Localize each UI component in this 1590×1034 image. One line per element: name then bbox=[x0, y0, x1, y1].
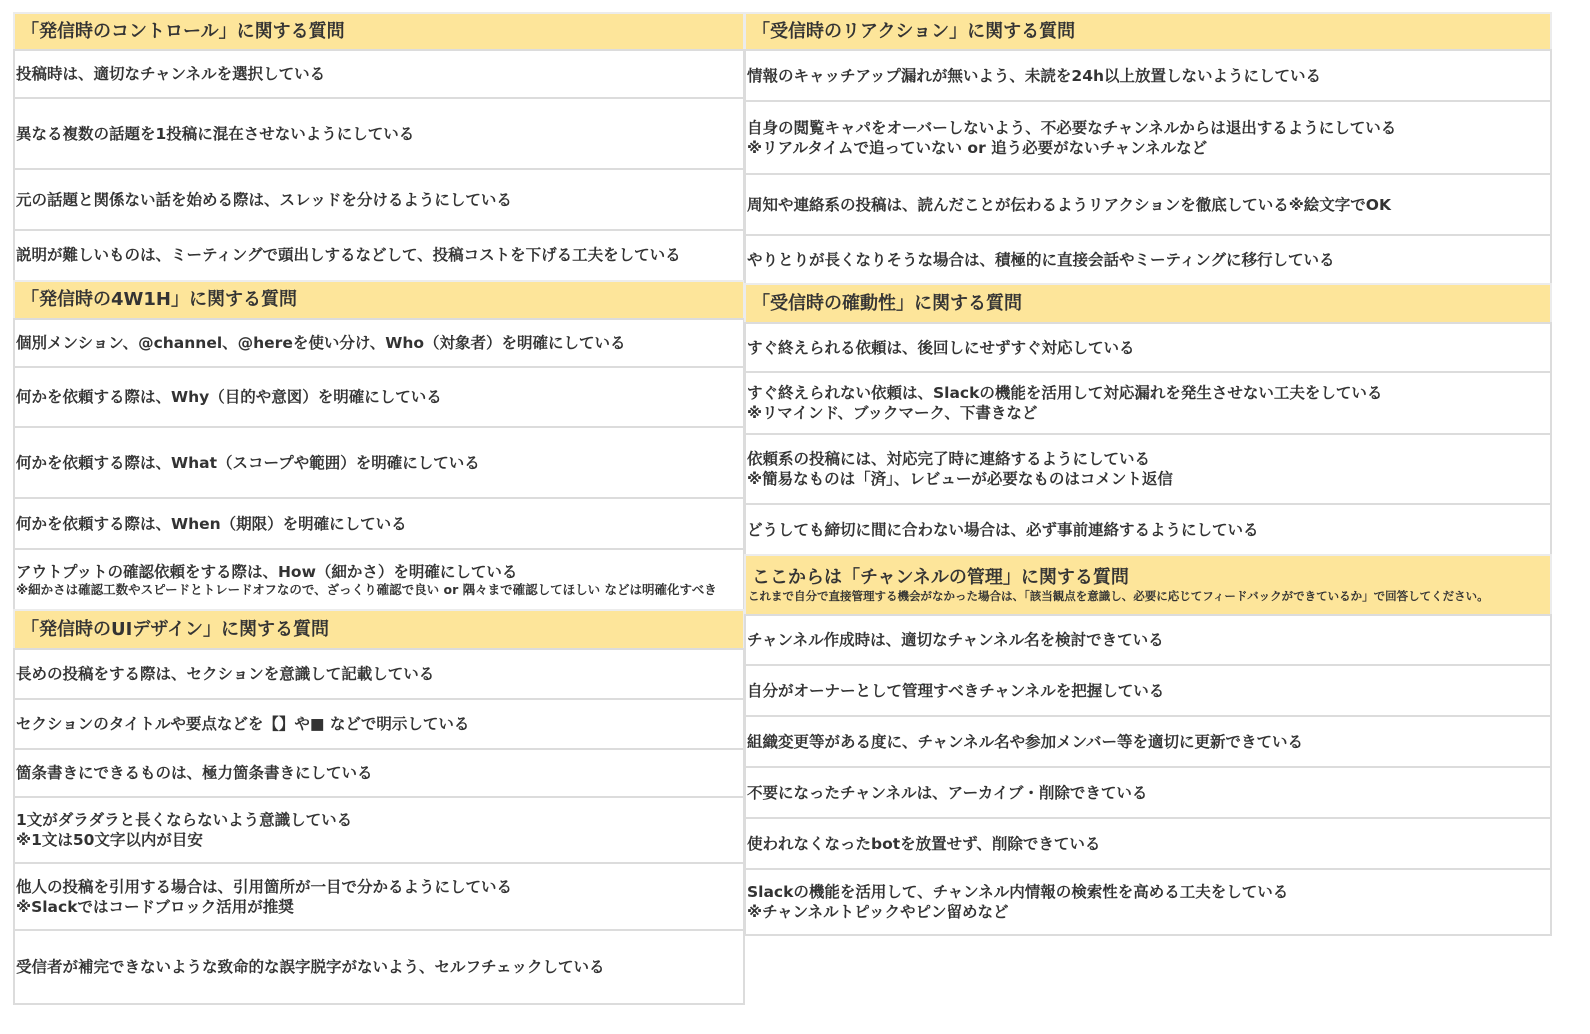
question-text: どうしても締切に間に合わない場合は、必ず事前連絡するようにしている bbox=[747, 520, 1259, 539]
section-title: 「発信時のコントロール」に関する質問 bbox=[21, 20, 345, 42]
question-row bbox=[13, 366, 745, 428]
question-text: すぐ終えられる依頼は、後回しにせずすぐ対応している bbox=[747, 338, 1135, 357]
question-row bbox=[13, 229, 745, 282]
question-row bbox=[744, 614, 1552, 666]
section-title: 「受信時のリアクション」に関する質問 bbox=[752, 20, 1076, 42]
question-row bbox=[13, 648, 745, 700]
question-text: 箇条書きにできるものは、極力箇条書きにしている bbox=[16, 764, 373, 782]
question-text: 投稿時は、適切なチャンネルを選択している bbox=[16, 65, 326, 83]
question-row bbox=[13, 426, 745, 499]
question-row bbox=[744, 173, 1552, 236]
question-row bbox=[13, 318, 745, 368]
question-row bbox=[744, 100, 1552, 175]
question-text: 使われなくなったbotを放置せず、削除できている bbox=[747, 834, 1101, 853]
question-row bbox=[13, 548, 745, 611]
question-text: やりとりが長くなりそうな場合は、積極的に直接会話やミーティングに移行している bbox=[747, 250, 1335, 269]
question-text: 何かを依頼する際は、Why（目的や意図）を明確にしている bbox=[16, 388, 442, 406]
section-title: 「受信時の確動性」に関する質問 bbox=[752, 292, 1022, 314]
question-row bbox=[13, 796, 745, 864]
question-text: Slackの機能を活用して、チャンネル内情報の検索性を高める工夫をしている bbox=[747, 883, 1289, 901]
question-row bbox=[13, 862, 745, 931]
question-note: ※細かさは確認工数やスピードとトレードオフなので、ざっくり確認で良い or 隅々まで確認してほしい などは明確化すべき bbox=[16, 581, 717, 597]
question-row bbox=[13, 49, 745, 99]
question-text: 何かを依頼する際は、When（期限）を明確にしている bbox=[16, 514, 407, 533]
question-row bbox=[744, 322, 1552, 373]
question-note: ※リマインド、ブックマーク、下書きなど bbox=[747, 404, 1038, 422]
question-text: 不要になったチャンネルは、アーカイブ・削除できている bbox=[747, 783, 1148, 802]
right-column bbox=[744, 12, 1552, 936]
section-header-certainty bbox=[744, 283, 1552, 324]
section-title: 「発信時の4W1H」に関する質問 bbox=[21, 289, 297, 310]
question-note: ※チャンネルトピックやピン留めなど bbox=[747, 903, 1009, 921]
question-text: 元の話題と関係ない話を始める際は、スレッドを分けるようにしている bbox=[16, 190, 512, 209]
question-row bbox=[744, 715, 1552, 768]
question-row bbox=[744, 817, 1552, 870]
section-header-channel bbox=[744, 554, 1552, 616]
question-text: 個別メンション、@channel、@hereを使い分け、Who（対象者）を明確にしている bbox=[16, 334, 626, 352]
question-text: すぐ終えられない依頼は、Slackの機能を活用して対応漏れを発生させない工夫をしている bbox=[747, 384, 1383, 402]
section-header-ui bbox=[13, 609, 745, 650]
question-note: ※Slackではコードブロック活用が推奨 bbox=[16, 897, 294, 916]
question-text: セクションのタイトルや要点などを【】や■ などで明示している bbox=[16, 715, 470, 733]
question-text: 1文がダラダラと長くならないよう意識している bbox=[16, 811, 353, 829]
question-text: チャンネル作成時は、適切なチャンネル名を検討できている bbox=[747, 631, 1164, 649]
question-text: 依頼系の投稿には、対応完了時に連絡するようにしている bbox=[747, 450, 1151, 468]
question-row bbox=[13, 497, 745, 550]
question-row bbox=[744, 868, 1552, 936]
question-row bbox=[744, 503, 1552, 556]
question-row bbox=[13, 97, 745, 170]
question-row bbox=[744, 49, 1552, 102]
section-header-control bbox=[13, 12, 745, 51]
question-row bbox=[744, 766, 1552, 819]
question-text: 組織変更等がある度に、チャンネル名や参加メンバー等を適切に更新できている bbox=[747, 732, 1303, 751]
section-subtitle: これまで自分で直接管理する機会がなかった場合は、「該当観点を意識し、必要に応じてフィードバックができているか」で回答してください。 bbox=[748, 589, 1489, 603]
question-text: 自分がオーナーとして管理すべきチャンネルを把握している bbox=[747, 681, 1165, 700]
question-row bbox=[744, 433, 1552, 505]
question-text: 周知や連絡系の投稿は、読んだことが伝わるようリアクションを徹底している※絵文字でOK bbox=[747, 195, 1391, 214]
section-header-reaction bbox=[744, 12, 1552, 51]
question-row bbox=[13, 748, 745, 798]
section-title: 「発信時のUIデザイン」に関する質問 bbox=[21, 618, 330, 640]
question-row bbox=[13, 929, 745, 1005]
section-title: ここからは「チャンネルの管理」に関する質問 bbox=[752, 567, 1129, 588]
section-header-4w1h bbox=[13, 280, 745, 320]
question-text: 自身の閲覧キャパをオーバーしないよう、不必要なチャンネルからは退出するようにしている bbox=[747, 118, 1397, 137]
question-text: 情報のキャッチアップ漏れが無いよう、未読を24h以上放置しないようにしている bbox=[747, 66, 1322, 85]
question-row bbox=[744, 234, 1552, 285]
question-text: 他人の投稿を引用する場合は、引用箇所が一目で分かるようにしている bbox=[16, 877, 513, 896]
question-text: 説明が難しいものは、ミーティングで頭出しするなどして、投稿コストを下げる工夫をしている bbox=[16, 246, 681, 264]
left-column bbox=[13, 12, 745, 1005]
question-text: 受信者が補完できないような致命的な誤字脱字がないよう、セルフチェックしている bbox=[16, 958, 605, 976]
question-text: 長めの投稿をする際は、セクションを意識して記載している bbox=[16, 665, 435, 683]
question-row bbox=[744, 664, 1552, 717]
question-text: 異なる複数の話題を1投稿に混在させないようにしている bbox=[16, 124, 415, 143]
question-note: ※簡易なものは「済」、レビューが必要なものはコメント返信 bbox=[747, 470, 1173, 488]
question-text: 何かを依頼する際は、What（スコープや範囲）を明確にしている bbox=[16, 453, 480, 472]
question-row bbox=[13, 168, 745, 231]
question-note: ※リアルタイムで追っていない or 追う必要がないチャンネルなど bbox=[747, 138, 1208, 157]
question-text: アウトプットの確認依頼をする際は、How（細かさ）を明確にしている bbox=[16, 562, 518, 581]
question-row bbox=[13, 698, 745, 750]
question-note: ※1文は50文字以内が目安 bbox=[16, 831, 203, 849]
question-row bbox=[744, 371, 1552, 435]
